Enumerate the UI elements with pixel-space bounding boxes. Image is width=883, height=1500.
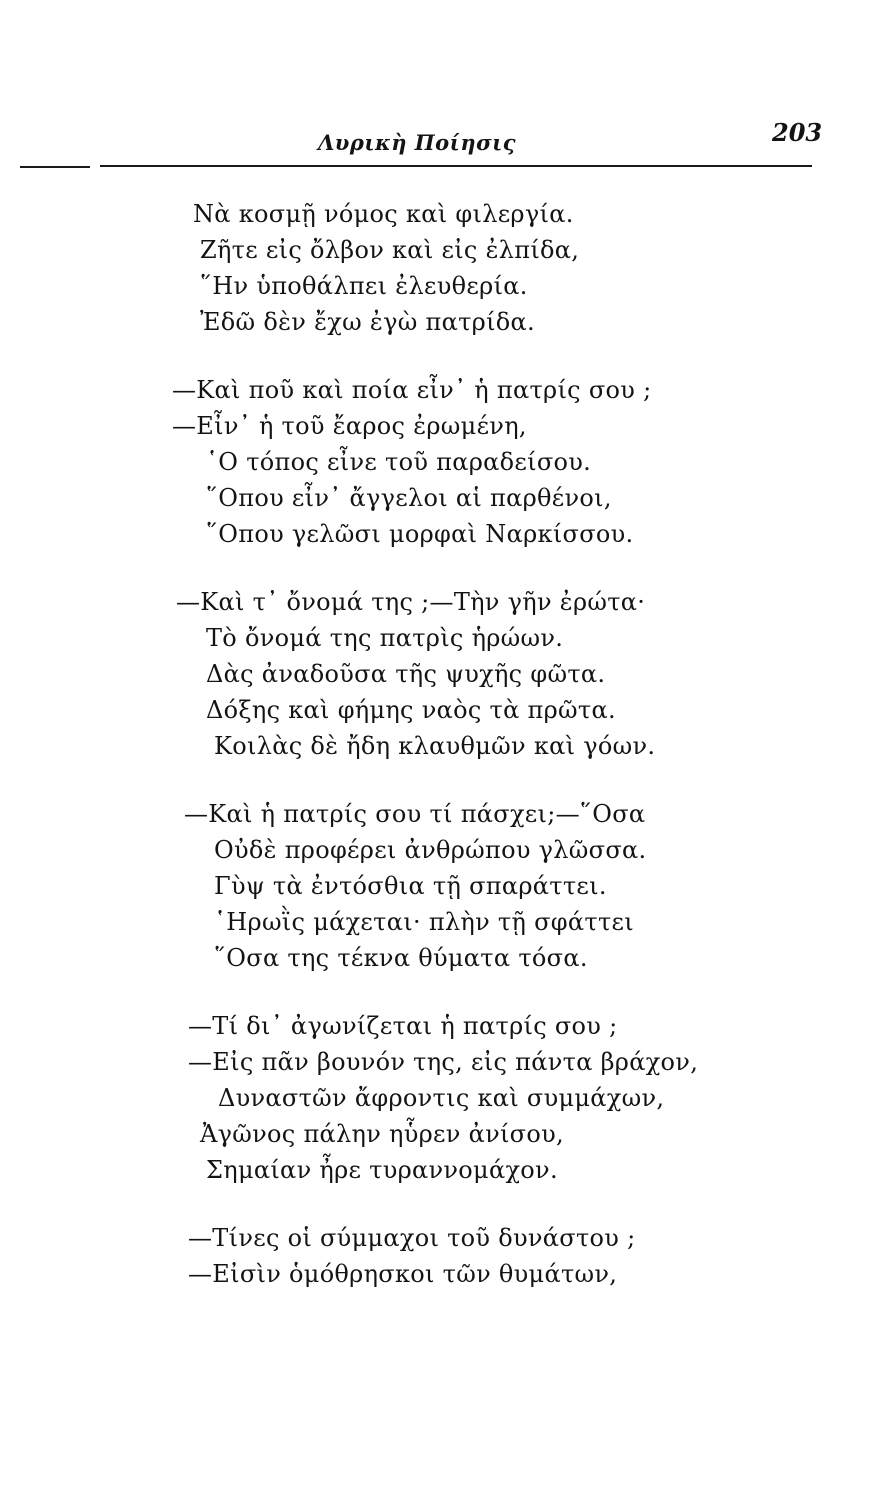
verse-line: Ἀγῶνος πάλην ηὗρεν ἀνίσου, (200, 1120, 564, 1148)
stanza-4 (0, 796, 883, 976)
running-title: Λυρικὴ Ποίησις (318, 130, 517, 155)
verse-line: Δόξης καὶ φήμης ναὸς τὰ πρῶτα. (206, 696, 616, 724)
verse-line: —Εἰς πᾶν βουνόν της, εἰς πάντα βράχον, (188, 1048, 699, 1076)
header-rule-left (20, 166, 90, 168)
page-number: 203 (772, 118, 823, 147)
verse-line: ῞Οπου γελῶσι μορφαὶ Ναρκίσσου. (206, 520, 634, 548)
verse-line: —Καὶ ἡ πατρίς σου τί πάσχει;—῞Οσα (184, 800, 646, 828)
verse-line: Κοιλὰς δὲ ἤδη κλαυθμῶν καὶ γόων. (214, 732, 656, 760)
verse-line: Γὺψ τὰ ἐντόσθια τῇ σπαράττει. (214, 872, 607, 900)
running-header (0, 112, 883, 172)
verse-line: —Εἶν᾽ ἡ τοῦ ἔαρος ἐρωμένη, (172, 412, 527, 440)
verse-line: Δὰς ἀναδοῦσα τῆς ψυχῆς φῶτα. (206, 660, 606, 688)
verse-line: Νὰ κοσμῇ νόμος καὶ φιλεργία. (193, 200, 574, 228)
verse-line: —Καὶ ποῦ καὶ ποία εἶν᾽ ἡ πατρίς σου ; (172, 376, 652, 404)
verse-line: ῾Ο τόπος εἶνε τοῦ παραδείσου. (206, 448, 592, 476)
verse-line: ῞Ην ὑποθάλπει ἐλευθερία. (200, 272, 528, 300)
verse-line: —Εἰσὶν ὁμόθρησκοι τῶν θυμάτων, (188, 1260, 618, 1288)
verse-line: —Τί δι᾽ ἀγωνίζεται ἡ πατρίς σου ; (188, 1012, 618, 1040)
verse-line: Ζῆτε εἰς ὄλβον καὶ εἰς ἐλπίδα, (200, 236, 580, 264)
stanza-1 (0, 196, 883, 340)
stanza-5 (0, 1008, 883, 1188)
verse-line: Τὸ ὄνομά της πατρὶς ἡρώων. (206, 624, 564, 652)
verse-line: Οὐδὲ προφέρει ἀνθρώπου γλῶσσα. (214, 836, 647, 864)
verse-line: —Τίνες οἱ σύμμαχοι τοῦ δυνάστου ; (188, 1224, 636, 1252)
verse-line: ῞Οσα της τέκνα θύματα τόσα. (214, 944, 588, 972)
stanza-2 (0, 372, 883, 552)
stanza-3 (0, 584, 883, 764)
poem-body (0, 196, 883, 1324)
stanza-6 (0, 1220, 883, 1292)
verse-line: —Καὶ τ᾽ ὄνομά της ;—Τὴν γῆν ἐρώτα· (176, 588, 646, 616)
verse-line: Ἐδῶ δὲν ἔχω ἐγὼ πατρίδα. (200, 308, 535, 336)
verse-line: ῞Οπου εἶν᾽ ἄγγελοι αἱ παρθένοι, (206, 484, 612, 512)
header-rule-right (100, 165, 812, 167)
verse-line: ῾Ηρωῒς μάχεται· πλὴν τῇ σφάττει (214, 908, 634, 936)
verse-line: Δυναστῶν ἄφροντις καὶ συμμάχων, (218, 1084, 665, 1112)
verse-line: Σημαίαν ἦρε τυραννομάχον. (206, 1156, 558, 1184)
